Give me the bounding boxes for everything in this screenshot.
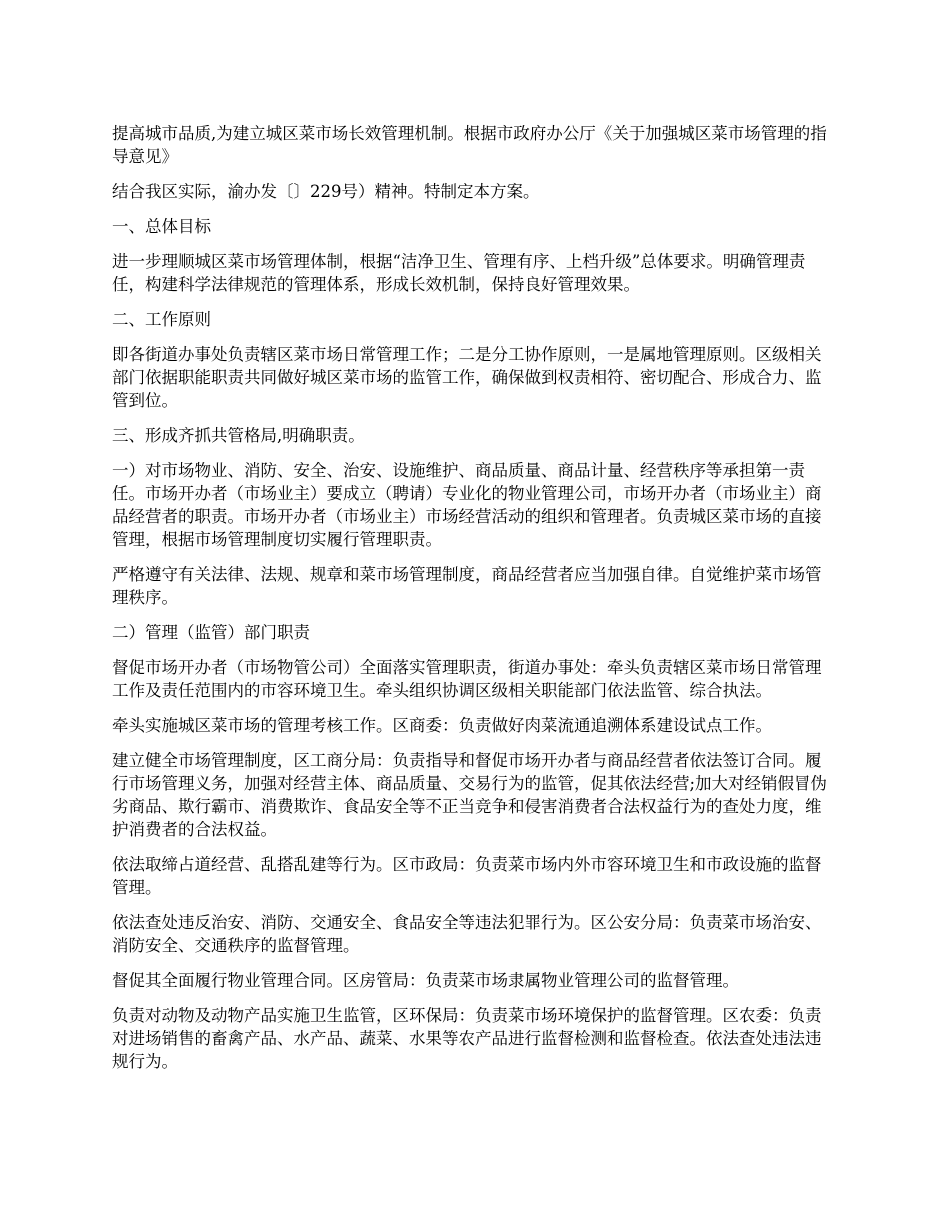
heading-responsibilities: 三、形成齐抓共管格局,明确职责。 bbox=[112, 426, 365, 445]
paragraph-housing: 督促其全面履行物业管理合同。区房管局：负责菜市场隶属物业管理公司的监督管理。 bbox=[112, 971, 739, 990]
heading-work-principles: 二、工作原则 bbox=[112, 310, 211, 329]
paragraph-commerce: 牵头实施城区菜市场的管理考核工作。区商委：负责做好肉菜流通追溯体系建设试点工作。 bbox=[112, 716, 772, 735]
paragraph-municipal: 依法取缔占道经营、乱搭乱建等行为。区市政局：负责菜市场内外市容环境卫生和市政设施的监督管理。 bbox=[112, 855, 822, 897]
paragraph-public-security: 依法查处违反治安、消防、交通安全、食品安全等违法犯罪行为。区公安分局：负责菜市场治安、消防安全、交通秩序的监督管理。 bbox=[112, 913, 822, 955]
paragraph-market-operator: 一）对市场物业、消防、安全、治安、设施维护、商品质量、商品计量、经营秩序等承担第一责任。市场开办者（市场业主）要成立（聘请）专业化的物业管理公司，市场开办者（市场业主）商品经营者的职责。市场开办者（市场业主）市场经营活动的组织和管理者。负责城区菜市场的直接管理，根据市场管理制度切实履行管理职责。 bbox=[112, 461, 822, 549]
paragraph-street-office: 督促市场开办者（市场物管公司）全面落实管理职责，街道办事处：牵头负责辖区菜市场日常管理工作及责任范围内的市容环境卫生。牵头组织协调区级相关职能部门依法监管、综合执法。 bbox=[112, 658, 822, 700]
heading-overall-goal: 一、总体目标 bbox=[112, 217, 211, 236]
paragraph-work-principles: 即各街道办事处负责辖区菜市场日常管理工作；二是分工协作原则，一是属地管理原则。区级相关部门依据职能职责共同做好城区菜市场的监管工作，确保做到权责相符、密切配合、形成合力、监管到位。 bbox=[112, 345, 822, 410]
paragraph-intro: 提高城市品质,为建立城区菜市场长效管理机制。根据市政府办公厅《关于加强城区菜市场管理的指导意见》 bbox=[112, 124, 827, 166]
heading-department-duties: 二）管理（监管）部门职责 bbox=[112, 623, 310, 642]
paragraph-industry-commerce: 建立健全市场管理制度，区工商分局：负责指导和督促市场开办者与商品经营者依法签订合同。履行市场管理义务，加强对经营主体、商品质量、交易行为的监管，促其依法经营;加大对经销假冒伪劣商品、欺行霸市、消费欺诈、食品安全等不正当竞争和侵害消费者合法权益行为的查处力度，维护消费者的合法权益。 bbox=[112, 751, 828, 839]
paragraph-basis: 结合我区实际，渝办发〔〕229号）精神。特制定本方案。 bbox=[112, 182, 540, 201]
document-body bbox=[112, 122, 836, 1085]
paragraph-merchants: 严格遵守有关法律、法规、规章和菜市场管理制度，商品经营者应当加强自律。自觉维护菜市场管理秩序。 bbox=[112, 565, 822, 607]
paragraph-overall-goal: 进一步理顺城区菜市场管理体制，根据“洁净卫生、管理有序、上档升级”总体要求。明确管理责任，构建科学法律规范的管理体系，形成长效机制，保持良好管理效果。 bbox=[112, 252, 806, 294]
paragraph-environment-agriculture: 负责对动物及动物产品实施卫生监管，区环保局：负责菜市场环境保护的监督管理。区农委：负责对进场销售的畜禽产品、水产品、蔬菜、水果等农产品进行监督检测和监督检查。依法查处违法违规行为。 bbox=[112, 1006, 822, 1071]
